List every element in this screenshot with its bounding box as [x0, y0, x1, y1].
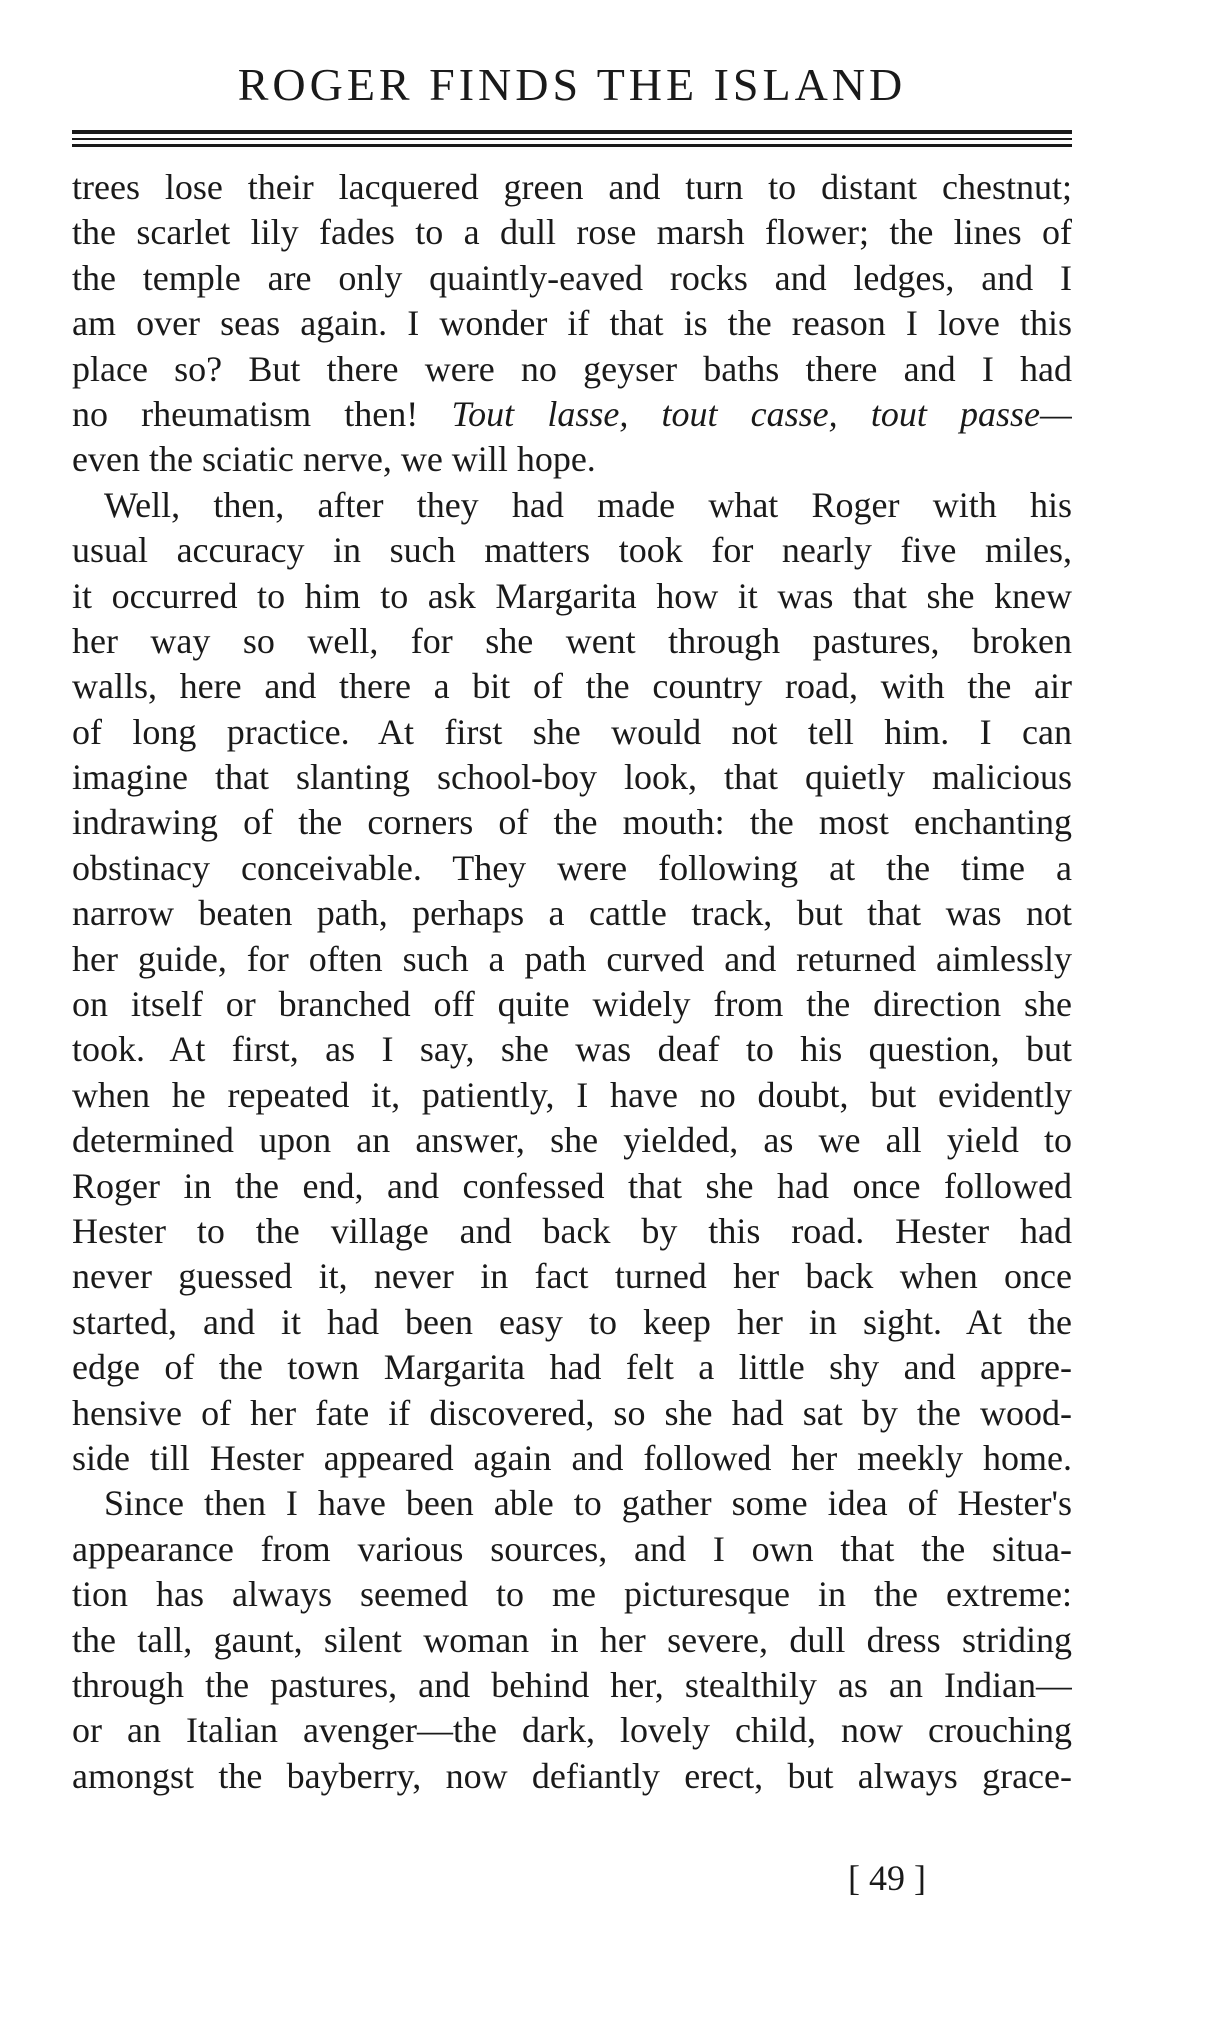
text-line: took. At first, as I say, she was deaf to his question, but — [72, 1029, 1072, 1070]
body-text — [72, 165, 1072, 1799]
text-line: through the pastures, and behind her, stealthily as an Indian— — [72, 1664, 1072, 1705]
header-rule-bottom — [72, 144, 1072, 147]
text-line: edge of the town Margarita had felt a little shy and appre- — [72, 1347, 1072, 1388]
text-line: even the sciatic nerve, we will hope. — [72, 439, 596, 480]
paragraph-3 — [72, 1481, 1072, 1799]
text-line: hensive of her fate if discovered, so she had sat by the wood- — [72, 1392, 1072, 1433]
text-line: of long practice. At first she would not tell him. I can — [72, 711, 1072, 752]
text-line: am over seas again. I wonder if that is the reason I love this — [72, 303, 1072, 344]
text-line: walls, here and there a bit of the country road, with the air — [72, 666, 1072, 707]
text-line: determined upon an answer, she yielded, as we all yield to — [72, 1120, 1072, 1161]
header-rule-middle — [72, 138, 1072, 140]
text-line: narrow beaten path, perhaps a cattle track, but that was not — [72, 893, 1072, 934]
text-line: the temple are only quaintly-eaved rocks and ledges, and I — [72, 257, 1072, 298]
header-rule-top — [72, 130, 1072, 134]
text-line: appearance from various sources, and I own that the situa- — [72, 1528, 1072, 1569]
paragraph-1 — [72, 165, 1072, 483]
text-line: her guide, for often such a path curved and returned aimlessly — [72, 938, 1072, 979]
text-line: indrawing of the corners of the mouth: the most enchanting — [72, 802, 1072, 843]
page-number: [ 49 ] — [848, 1858, 926, 1898]
text-line: trees lose their lacquered green and turn to distant chestnut; — [72, 167, 1072, 207]
text-line: side till Hester appeared again and followed her meekly home. — [72, 1437, 1072, 1478]
text-line-roman: no rheumatism then! — [72, 393, 419, 434]
text-line: when he repeated it, patiently, I have no doubt, but evidently — [72, 1074, 1072, 1115]
text-line: Roger in the end, and confessed that she had once followed — [72, 1165, 1072, 1206]
text-line: on itself or branched off quite widely from the direction she — [72, 984, 1072, 1025]
text-line: Since then I have been able to gather some idea of Hester's — [104, 1483, 1072, 1524]
text-line: imagine that slanting school-boy look, that quietly malicious — [72, 757, 1072, 798]
text-line: it occurred to him to ask Margarita how it was that she knew — [72, 575, 1072, 616]
text-line: never guessed it, never in fact turned her back when once — [72, 1256, 1072, 1297]
text-line: her way so well, for she went through pastures, broken — [72, 620, 1072, 661]
text-line: or an Italian avenger—the dark, lovely child, now crouching — [72, 1710, 1072, 1751]
text-line: obstinacy conceivable. They were following at the time a — [72, 847, 1072, 888]
text-line: place so? But there were no geyser baths there and I had — [72, 348, 1072, 389]
text-line: usual accuracy in such matters took for nearly five miles, — [72, 530, 1072, 571]
text-line: the tall, gaunt, silent woman in her severe, dull dress striding — [72, 1619, 1072, 1660]
italic-phrase: Tout lasse, tout casse, tout passe— — [451, 393, 1072, 434]
text-line: amongst the bayberry, now defiantly erect, but always grace- — [72, 1755, 1072, 1796]
text-line: tion has always seemed to me picturesque in the extreme: — [72, 1574, 1072, 1615]
text-line: started, and it had been easy to keep her in sight. At the — [72, 1301, 1072, 1342]
text-line: Well, then, after they had made what Roger with his — [104, 484, 1072, 525]
paragraph-2 — [72, 483, 1072, 1482]
text-line: Hester to the village and back by this road. Hester had — [72, 1210, 1072, 1251]
running-head: ROGER FINDS THE ISLAND — [237, 59, 907, 110]
text-line: the scarlet lily fades to a dull rose marsh flower; the lines of — [72, 212, 1072, 253]
text-line-mixed — [72, 392, 1072, 437]
